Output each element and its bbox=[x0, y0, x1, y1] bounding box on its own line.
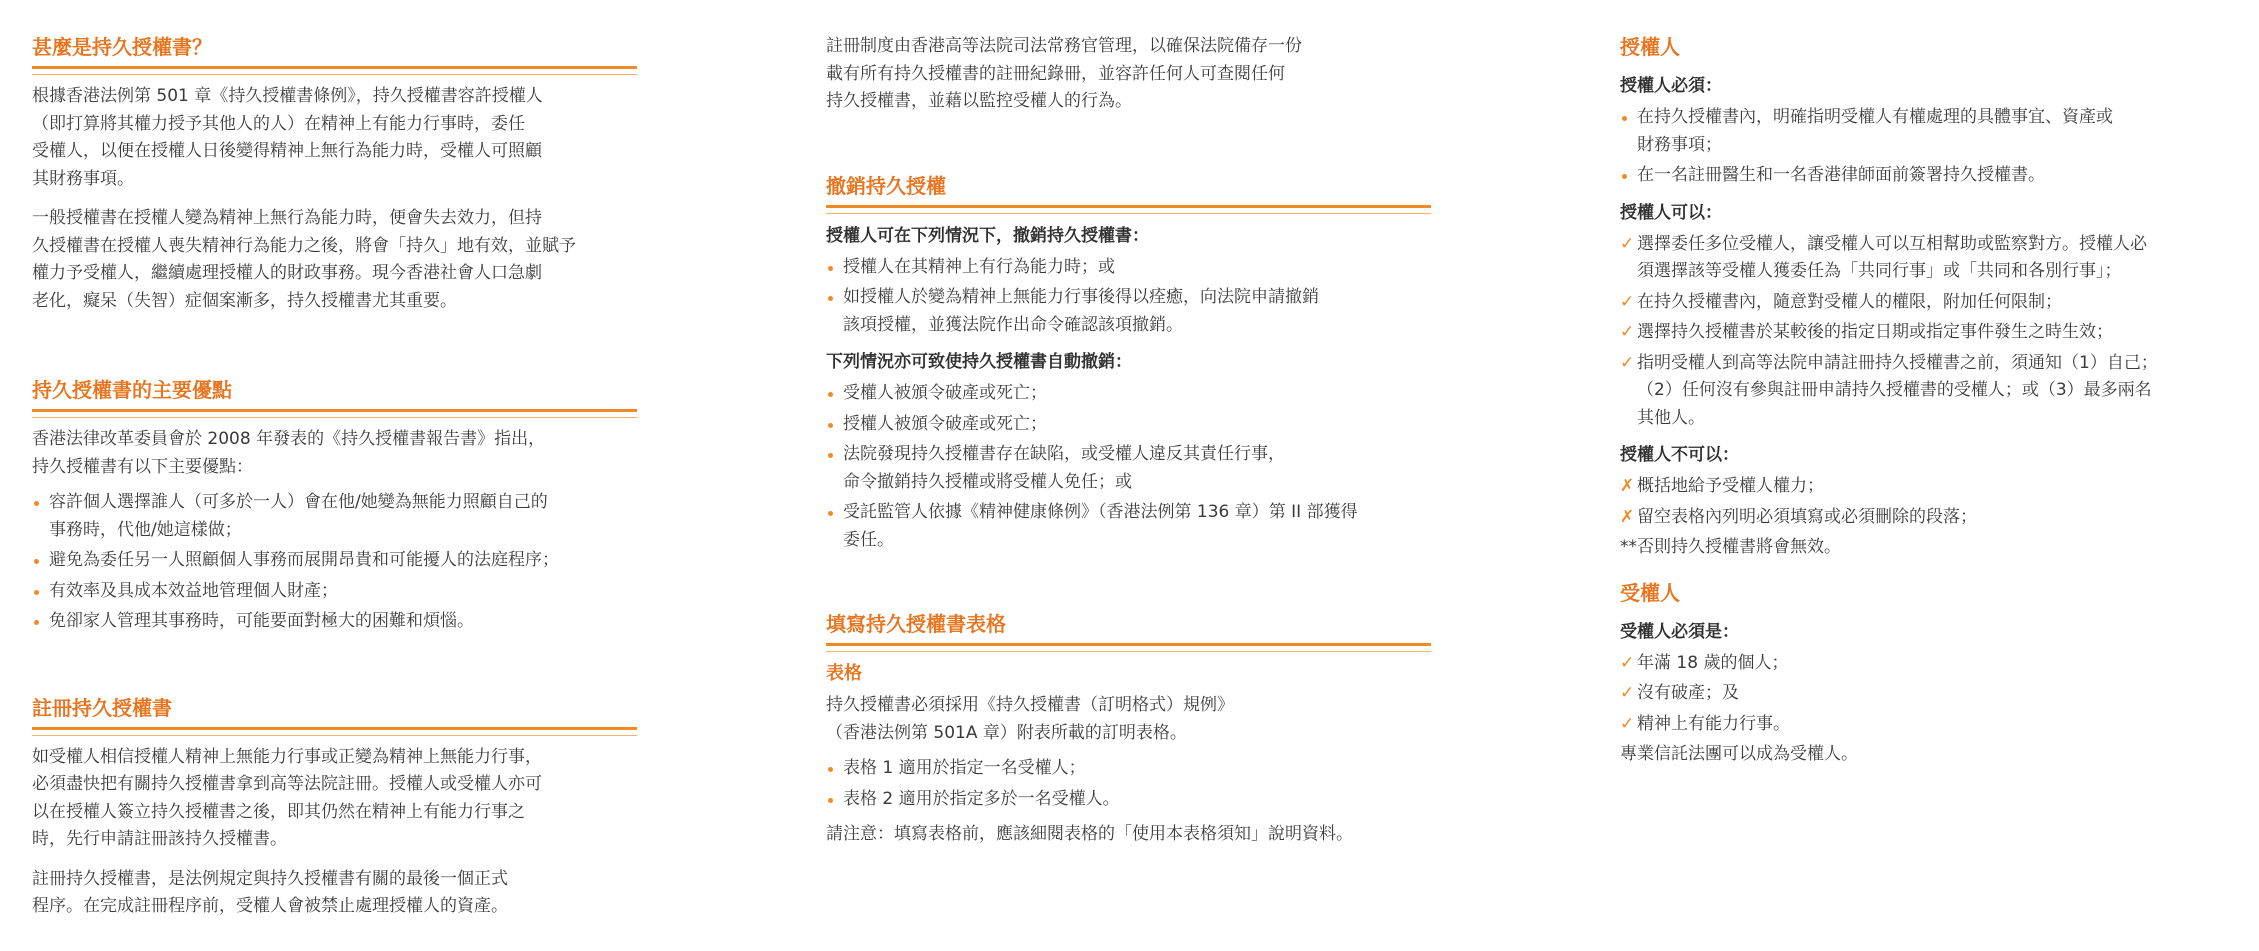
list-item: ✓ 沒有破產；及 bbox=[1620, 680, 2240, 708]
list-item: 如授權人於變為精神上無能力行事後得以痊癒，向法院申請撤銷 該項授權，並獲法院作出命令確認該項撤銷。 bbox=[826, 284, 1431, 339]
register-paragraph-2: 註冊持久授權書，是法例規定與持久授權書有關的最後一個正式 程序。在完成註冊程序前，受權人會被禁止處理授權人的資產。 bbox=[32, 868, 508, 916]
list-item: 在一名註冊醫生和一名香港律師面前簽署持久授權書。 bbox=[1620, 162, 2240, 190]
donor-may-not-list bbox=[1620, 473, 2240, 531]
list-item: 表格 1 適用於指定一名受權人； bbox=[826, 755, 1431, 783]
form-list bbox=[826, 755, 1431, 813]
registration-system-paragraph: 註冊制度由香港高等法院司法常務官管理，以確保法院備存一份 載有所有持久授權書的註冊紀錄冊，並容許任何人可查閱任何 持久授權書，並藉以監控受權人的行為。 bbox=[826, 36, 1302, 111]
revoke-subheading-2: 下列情況亦可致使持久授權書自動撤銷： bbox=[826, 352, 1132, 372]
section-title-main-advantages: 持久授權書的主要優點 bbox=[32, 378, 232, 402]
list-item: ✗ 概括地給予受權人權力； bbox=[1620, 473, 2240, 501]
section-title-register-epa: 註冊持久授權書 bbox=[32, 695, 172, 720]
form-note: 請注意：填寫表格前，應該細閱表格的「使用本表格須知」說明資料。 bbox=[826, 824, 1353, 844]
attorney-must-list bbox=[1620, 650, 2240, 739]
revoke-subheading-1: 授權人可在下列情況下，撤銷持久授權書： bbox=[826, 225, 1149, 246]
section-title-donor: 授權人 bbox=[1620, 35, 1680, 59]
section-title-revoke-epa: 撤銷持久授權 bbox=[826, 173, 946, 198]
list-item: 表格 2 適用於指定多於一名受權人。 bbox=[826, 786, 1431, 814]
check-icon: ✓ bbox=[1620, 652, 1635, 673]
check-icon: ✓ bbox=[1620, 683, 1635, 703]
section-divider bbox=[32, 66, 637, 75]
list-item: ✓ 選擇持久授權書於某較後的指定日期或指定事件發生之時生效； bbox=[1620, 319, 2240, 347]
revoke-list-2 bbox=[826, 380, 1431, 554]
what-is-epa-paragraph-1: 根據香港法例第 501 章《持久授權書條例》，持久授權書容許授權人 （即打算將其權力授予其他人的人）在精神上有能力行事時，委任 受權人，以便在授權人日後變得精神上無行為能力時，受權人可照顧 其財務事項。 bbox=[32, 86, 543, 189]
list-item: ✓ 在持久授權書內，隨意對受權人的權限，附加任何限制； bbox=[1620, 289, 2240, 317]
donor-may-not-heading: 授權人不可以： bbox=[1620, 445, 1739, 465]
what-is-epa-paragraph-2: 一般授權書在授權人變為精神上無行為能力時，便會失去效力，但持 久授權書在授權人喪失精神行為能力之後，將會「持久」地有效，並賦予 權力予受權人，繼續處理授權人的財政事務。現今香港社會人口急劇 老化，癡呆（失智）症個案漸多，持久授權書尤其重要。 bbox=[32, 208, 576, 311]
list-item: ✓ 指明受權人到高等法院申請註冊持久授權書之前，須通知（1）自己； （2）任何沒有參與註冊申請持久授權書的受權人；或（3）最多兩名 其他人。 bbox=[1620, 350, 2240, 433]
column-3 bbox=[1620, 0, 2240, 769]
column-1 bbox=[32, 0, 637, 921]
cross-icon: ✗ bbox=[1620, 506, 1635, 527]
section-divider bbox=[826, 643, 1431, 652]
attorney-must-heading: 受權人必須是： bbox=[1620, 621, 1739, 642]
check-icon: ✓ bbox=[1620, 233, 1635, 254]
register-paragraph-1: 如受權人相信授權人精神上無能力行事或正變為精神上無能力行事， 必須盡快把有關持久授權書拿到高等法院註冊。授權人或受權人亦可 以在授權人簽立持久授權書之後，即其仍然在精神上有能力行事之 時，先行申請註冊該持久授權書。 bbox=[32, 746, 542, 849]
donor-must-list bbox=[1620, 104, 2240, 190]
advantages-intro: 香港法律改革委員會於 2008 年發表的《持久授權書報告書》指出， 持久授權書有以下主要優點： bbox=[32, 429, 546, 477]
trust-corporation-note: 專業信託法團可以成為受權人。 bbox=[1620, 744, 1858, 764]
check-icon: ✓ bbox=[1620, 713, 1635, 734]
list-item: 受權人被頒令破產或死亡； bbox=[826, 380, 1431, 408]
form-subheading: 表格 bbox=[826, 663, 862, 684]
donor-may-heading: 授權人可以： bbox=[1620, 202, 1722, 223]
list-item: ✓ 選擇委任多位受權人，讓受權人可以互相幫助或監察對方。授權人必 須選擇該等受權人獲委任為「共同行事」或「共同和各別行事」； bbox=[1620, 231, 2240, 286]
list-item: ✓ 年滿 18 歲的個人； bbox=[1620, 650, 2240, 678]
check-icon: ✓ bbox=[1620, 322, 1635, 342]
column-2 bbox=[826, 0, 1431, 849]
list-item: 授權人被頒令破產或死亡； bbox=[826, 411, 1431, 439]
list-item: ✗ 留空表格內列明必須填寫或必須刪除的段落； bbox=[1620, 504, 2240, 532]
section-divider bbox=[32, 409, 637, 418]
invalid-warning: **否則持久授權書將會無效。 bbox=[1620, 537, 1841, 557]
list-item: 容許個人選擇誰人（可多於一人）會在他/她變為無能力照顧自己的 事務時，代他/她這樣做； bbox=[32, 489, 637, 544]
revoke-list-1 bbox=[826, 254, 1431, 340]
section-divider bbox=[32, 727, 637, 736]
cross-icon: ✗ bbox=[1620, 476, 1635, 496]
section-title-what-is-epa: 甚麼是持久授權書？ bbox=[32, 35, 212, 59]
form-paragraph: 持久授權書必須採用《持久授權書（訂明格式）規例》 （香港法例第 501A 章）附表所載的訂明表格。 bbox=[826, 695, 1234, 743]
list-item: 法院發現持久授權書存在缺陷，或受權人違反其責任行事， 命令撤銷持久授權或將受權人免任；或 bbox=[826, 441, 1431, 496]
list-item: 授權人在其精神上有行為能力時；或 bbox=[826, 254, 1431, 282]
check-icon: ✓ bbox=[1620, 352, 1635, 373]
section-divider bbox=[826, 205, 1431, 214]
advantages-list bbox=[32, 489, 637, 636]
list-item: 免卻家人管理其事務時，可能要面對極大的困難和煩惱。 bbox=[32, 608, 637, 636]
list-item: 受託監管人依據《精神健康條例》（香港法例第 136 章）第 II 部獲得 委任。 bbox=[826, 499, 1431, 554]
donor-must-heading: 授權人必須： bbox=[1620, 76, 1722, 96]
list-item: 在持久授權書內，明確指明受權人有權處理的具體事宜、資產或 財務事項； bbox=[1620, 104, 2240, 159]
list-item: 有效率及具成本效益地管理個人財產； bbox=[32, 578, 637, 606]
donor-may-list bbox=[1620, 231, 2240, 433]
section-title-fill-form: 填寫持久授權書表格 bbox=[826, 612, 1006, 636]
list-item: ✓ 精神上有能力行事。 bbox=[1620, 711, 2240, 739]
check-icon: ✓ bbox=[1620, 291, 1635, 312]
section-title-attorney: 受權人 bbox=[1620, 580, 1680, 605]
list-item: 避免為委任另一人照顧個人事務而展開昂貴和可能擾人的法庭程序； bbox=[32, 547, 637, 575]
